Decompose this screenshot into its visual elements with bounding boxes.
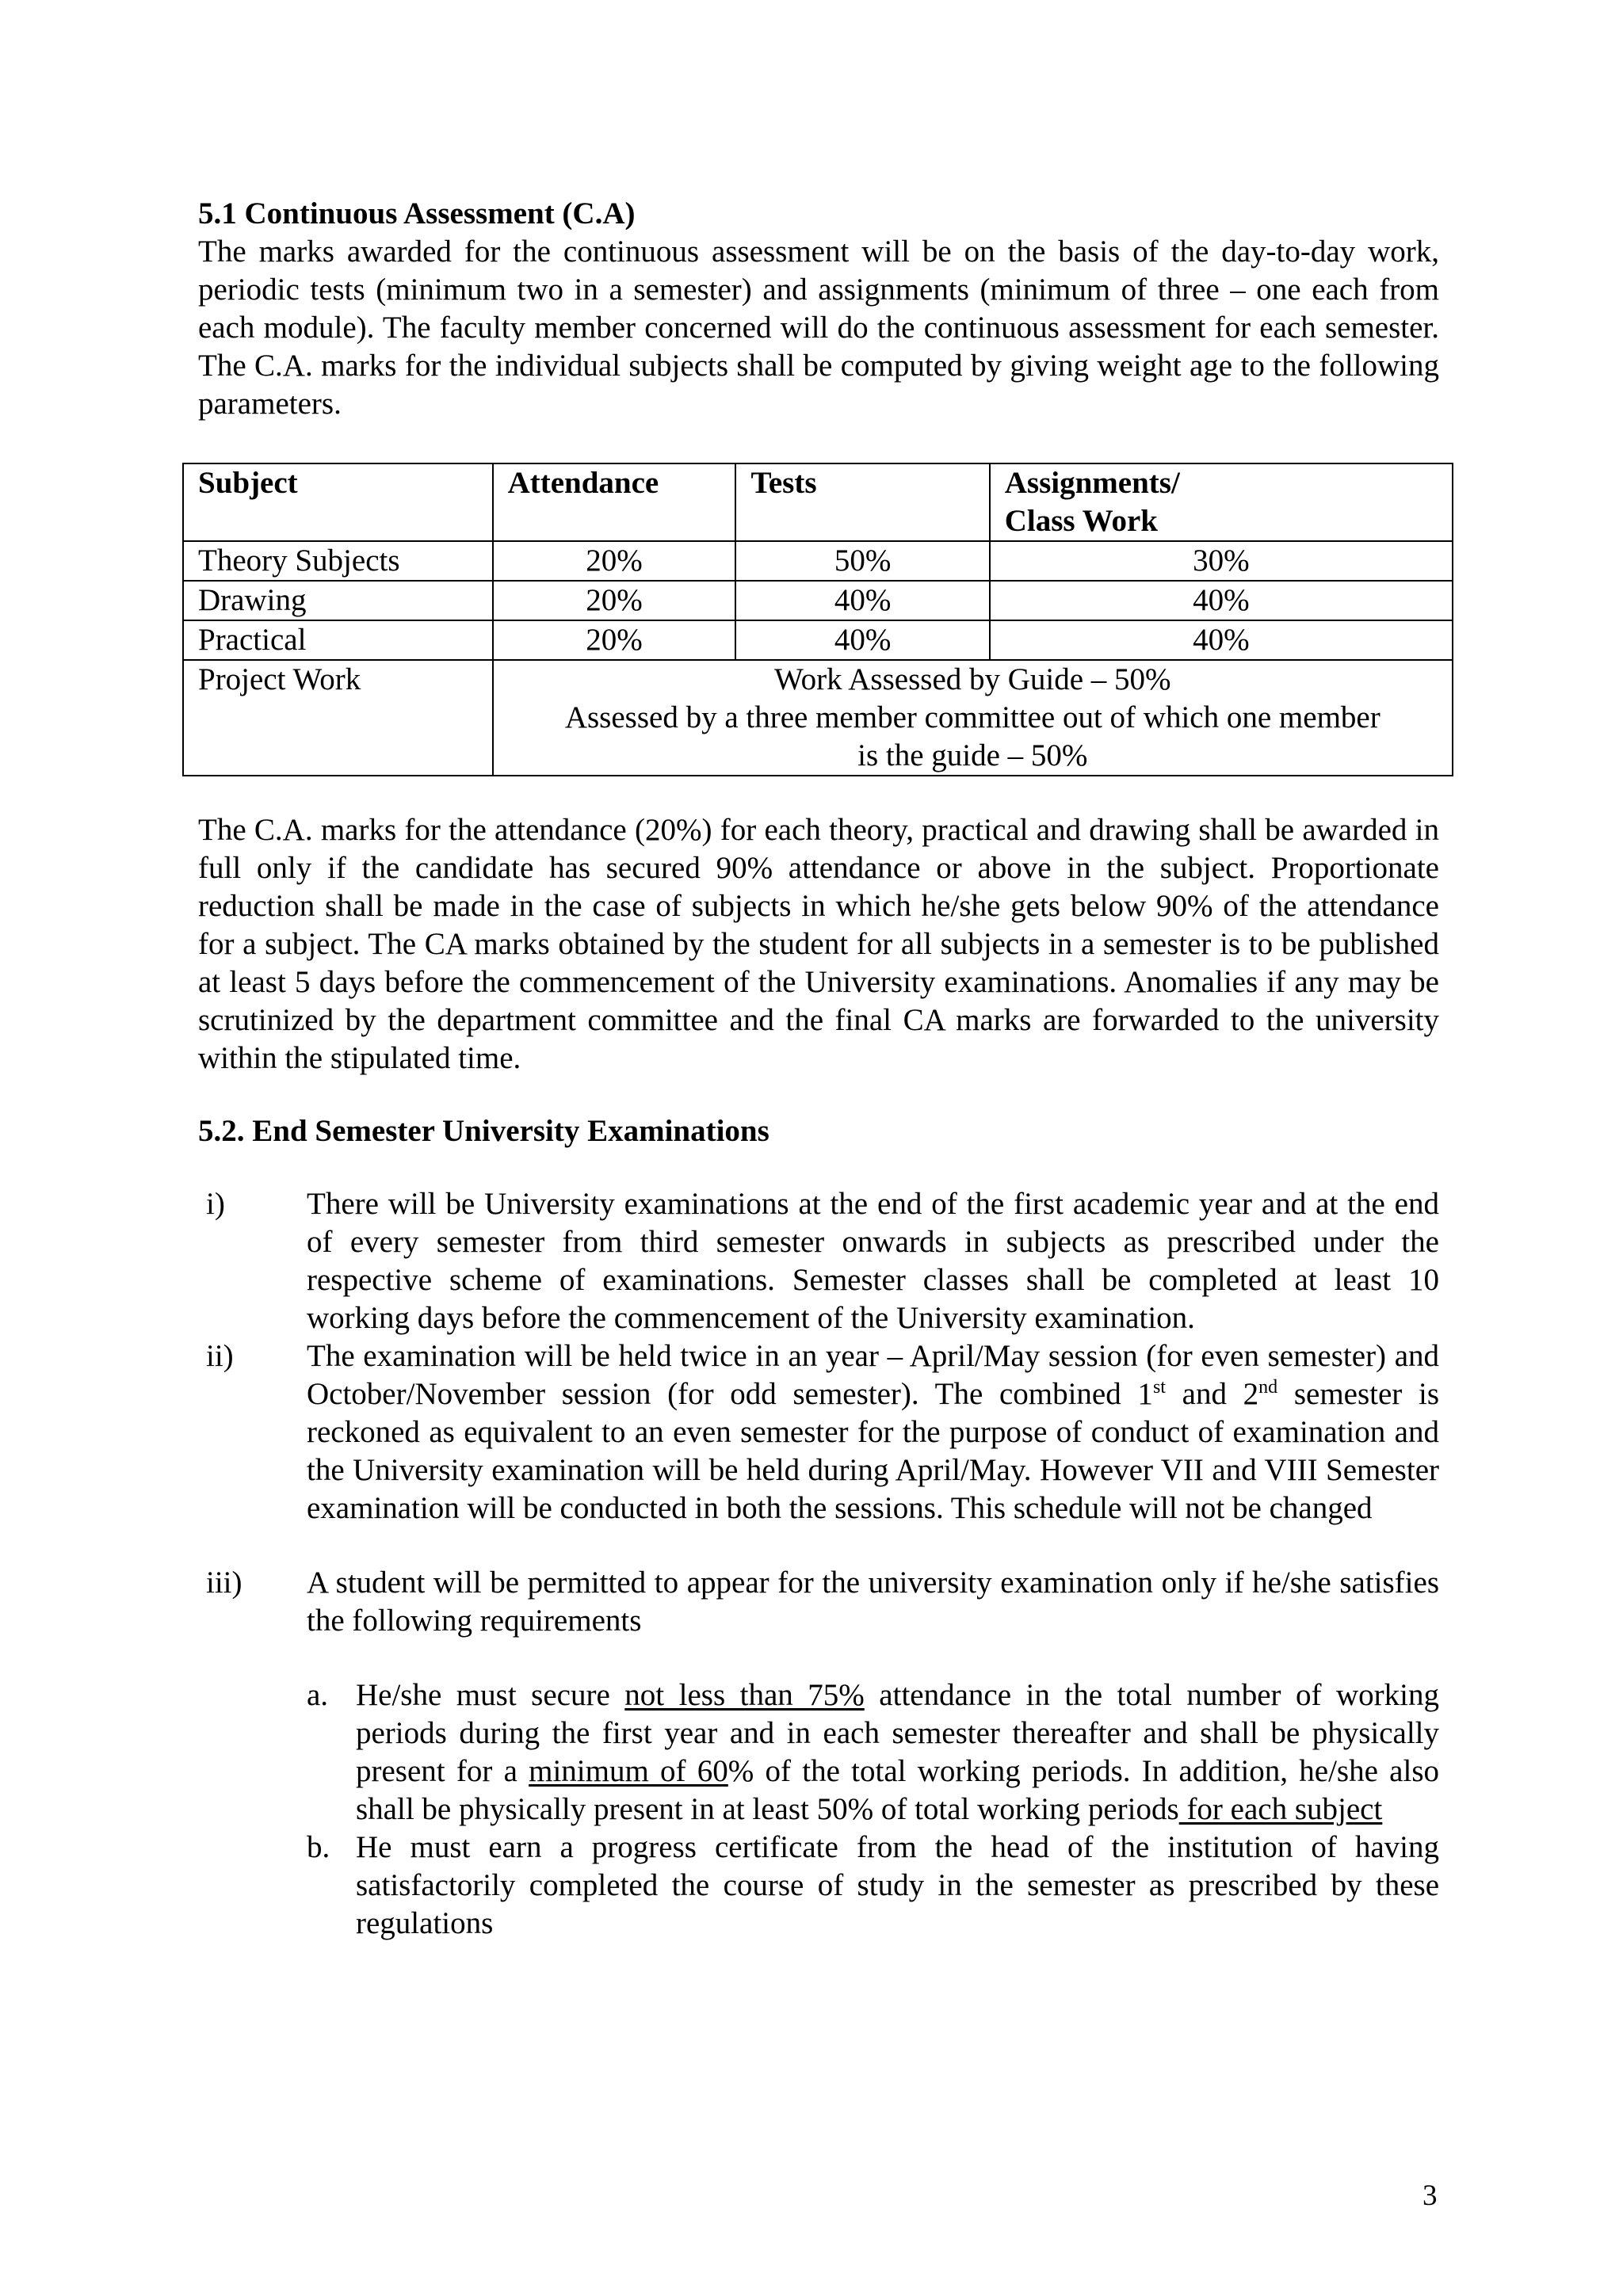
item-text: There will be University examinations at the end of the first academic year and at the end of every semester from third semester onwards in subjects as prescribed under the respective scheme of examinations. Semester classes shall be completed at least 10 working days before the commencement of the University examination.	[307, 1187, 1439, 1335]
cell-attendance: 20%	[493, 541, 736, 581]
item-number: ii)	[206, 1339, 234, 1373]
sub-item-a: a. He/she must secure not less than 75% attendance in the total number of working periods during the first year and in each semester thereafter and shall be physically present for a minimum of 60% of the total working periods. In addition, he/she also shall be physically present in at least 50% of total working periods for each subject	[307, 1678, 1439, 1826]
cell-tests: 40%	[735, 620, 989, 660]
table-row	[183, 581, 1453, 620]
cell-subject: Practical	[183, 620, 493, 660]
list-item: ii) The examination will be held twice in an year – April/May session (for even semester) and October/November session (for odd semester). The combined 1st and 2nd semester is reckoned as equivalent to an even semester for the purpose of conduct of examination and the University examination will be held during April/May. However VII and VIII Semester examination will be conducted in both the sessions. This schedule will not be changed	[206, 1339, 1439, 1525]
attendance-paragraph: The C.A. marks for the attendance (20%) for each theory, practical and drawing shall be awarded in full only if the candidate has secured 90% attendance or above in the subject. Proportionate reduction shall be made in the case of subjects in which he/she gets below 90% of the attendance for a subject. The CA marks obtained by the student for all subjects in a semester is to be published at least 5 days before the commencement of the University examinations. Anomalies if any may be scrutinized by the department committee and the final CA marks are forwarded to the university within the stipulated time.	[198, 813, 1439, 1075]
table-row	[183, 620, 1453, 660]
underlined-text: minimum of 60	[529, 1754, 728, 1788]
underlined-text: for each subject	[1178, 1792, 1383, 1826]
document-page	[198, 195, 1439, 1943]
cell-tests: 40%	[735, 581, 989, 620]
sub-item-letter: b.	[307, 1830, 330, 1864]
section-heading-5-2: 5.2. End Semester University Examinations	[198, 1114, 769, 1148]
list-item	[198, 1564, 1439, 1640]
list-item	[198, 1185, 1439, 1337]
sub-item-b	[198, 1829, 1439, 1943]
underlined-text: not less than 75%	[624, 1678, 865, 1712]
header-attendance: Attendance	[493, 463, 736, 541]
cell-assignments: 40%	[990, 620, 1453, 660]
cell-assignments: 30%	[990, 541, 1453, 581]
item-number: i)	[206, 1187, 225, 1221]
sub-item-text: He must earn a progress certificate from the head of the institution of having satisfactorily completed the course of study in the semester as prescribed by these regulations	[356, 1830, 1439, 1940]
header-tests: Tests	[735, 463, 989, 541]
cell-assignments: 40%	[990, 581, 1453, 620]
table-row	[183, 541, 1453, 581]
item-text: A student will be permitted to appear for the university examination only if he/she satisfies the following requirements	[307, 1566, 1439, 1638]
cell-attendance: 20%	[493, 620, 736, 660]
cell-subject: Drawing	[183, 581, 493, 620]
page-number: 3	[1423, 2180, 1438, 2212]
ca-intro-paragraph: The marks awarded for the continuous assessment will be on the basis of the day-to-day work, periodic tests (minimum two in a semester) and assignments (minimum of three – one each from each module). The faculty member concerned will do the continuous assessment for each semester. The C.A. marks for the individual subjects shall be computed by giving weight age to the following parameters.	[198, 235, 1439, 421]
cell-tests: 50%	[735, 541, 989, 581]
header-subject: Subject	[183, 463, 493, 541]
cell-project-assessment: Work Assessed by Guide – 50% Assessed by a three member committee out of which one member is the guide – 50%	[493, 660, 1453, 776]
cell-subject: Project Work	[183, 660, 493, 776]
ca-weightage-table	[182, 463, 1453, 776]
cell-subject: Theory Subjects	[183, 541, 493, 581]
cell-attendance: 20%	[493, 581, 736, 620]
sub-item-letter: a.	[307, 1678, 329, 1712]
header-assignments: Assignments/ Class Work	[990, 463, 1453, 541]
table-header-row	[183, 463, 1453, 541]
section-heading-5-1: 5.1 Continuous Assessment (C.A)	[198, 196, 636, 231]
item-number: iii)	[206, 1566, 242, 1600]
table-row-project	[183, 660, 1453, 776]
